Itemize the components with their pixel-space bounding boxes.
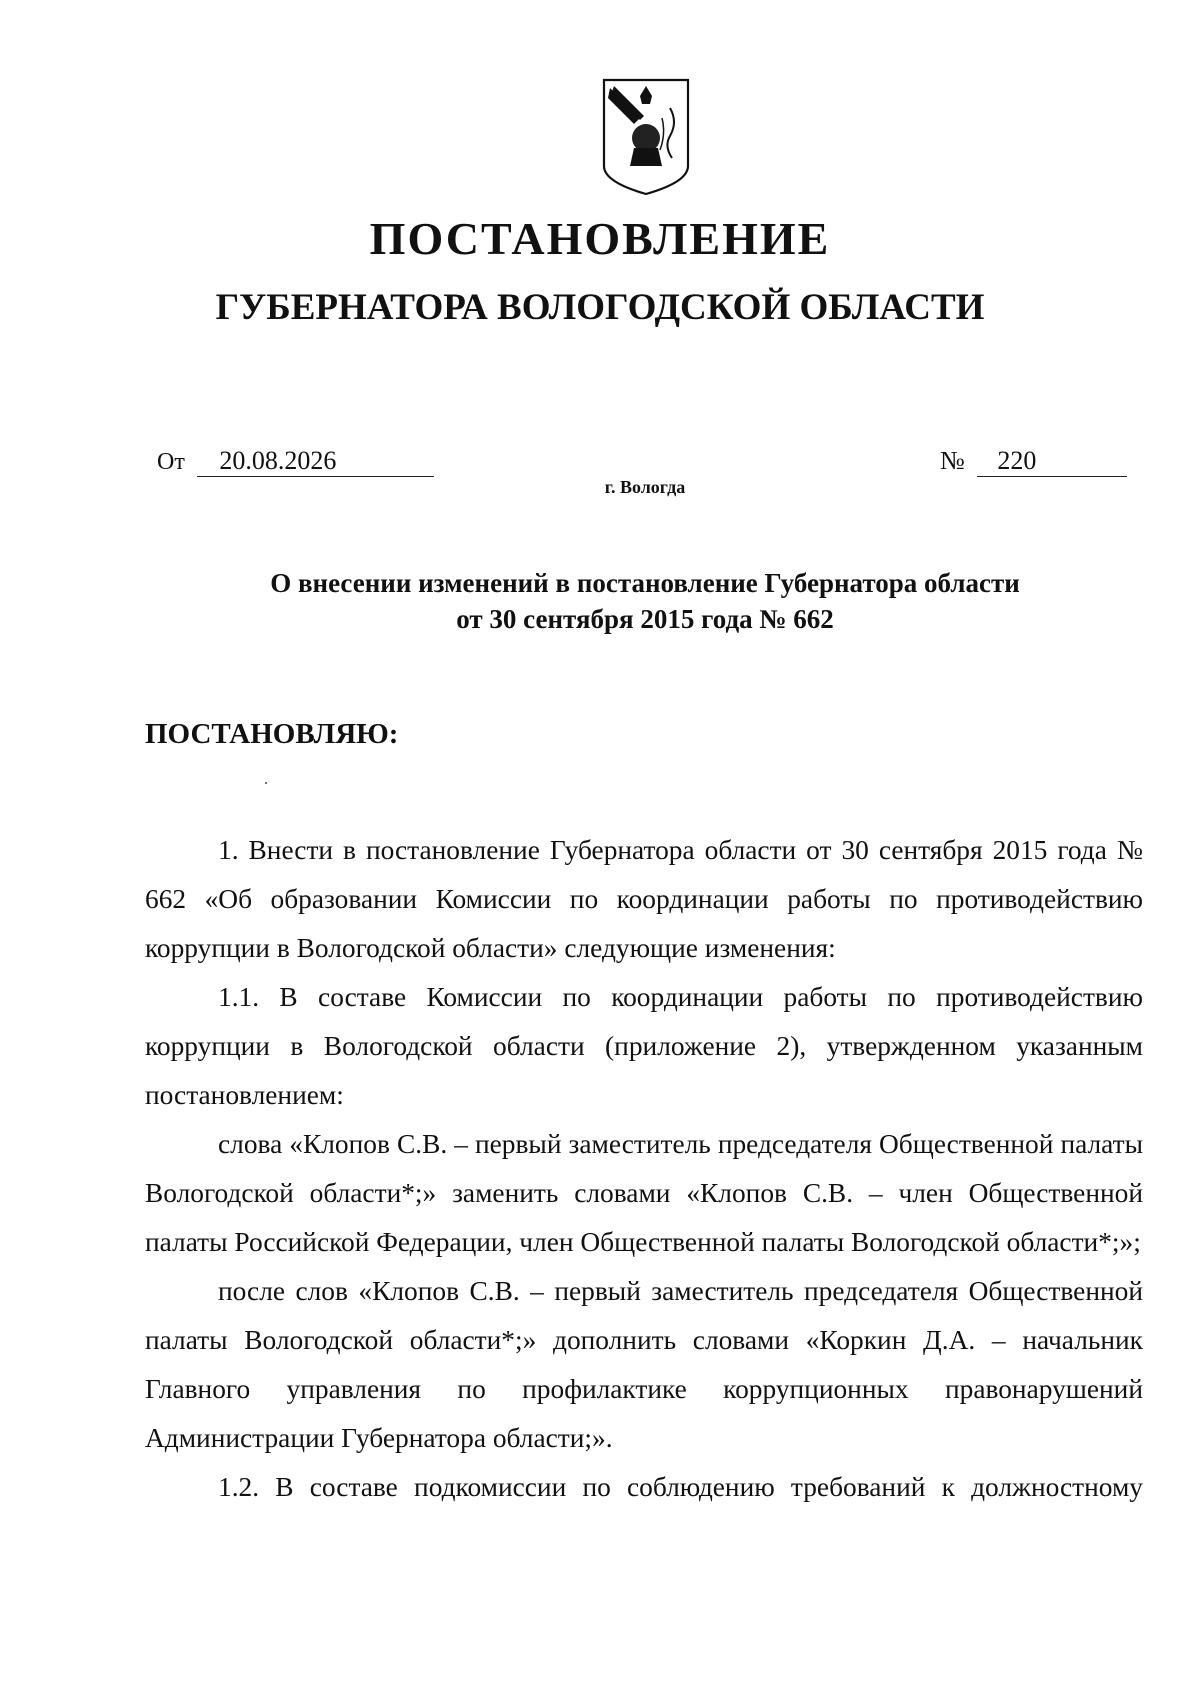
city-label: г. Вологда (604, 477, 686, 497)
coat-of-arms-emblem (600, 78, 692, 196)
scan-speck (265, 782, 267, 784)
number-label: № (940, 446, 965, 475)
number-value: 220 (977, 446, 1127, 477)
paragraph-1-1: 1.1. В составе Комиссии по координации работы по противодействию коррупции в Вологодской области (приложение 2), утвержденном указанным постановлением: (145, 982, 1143, 1110)
paragraph-add-words: после слов «Клопов С.В. – первый заместитель председателя Общественной палаты Вологодской области*;» дополнить словами «Коркин Д.А. – начальник Главного управления по профилактике коррупционных правонарушений Администрации Губернатора области;». (145, 1276, 1143, 1453)
date-label: От (157, 449, 185, 475)
subject-line-1: О внесении изменений в постановление Губернатора области (270, 568, 1020, 598)
document-title: ПОСТАНОВЛЕНИЕ (369, 213, 831, 264)
paragraph-1: 1. Внести в постановление Губернатора области от 30 сентября 2015 года № 662 «Об образовании Комиссии по координации работы по противодействию коррупции в Вологодской области» следующие изменения: (145, 835, 1143, 963)
date-row (157, 446, 434, 477)
subject-line-2: от 30 сентября 2015 года № 662 (456, 604, 834, 634)
document-body (145, 826, 1143, 1512)
paragraph-replace-words: слова «Клопов С.В. – первый заместитель председателя Общественной палаты Вологодской области*;» заменить словами «Клопов С.В. – член Общественной палаты Российской Федерации, член Общественной палаты Вологодской области*;»; (145, 1129, 1143, 1257)
paragraph-1-2: 1.2. В составе подкомиссии по соблюдению требований к должностному (218, 1472, 1143, 1502)
number-row (940, 446, 1127, 477)
resolve-heading: ПОСТАНОВЛЯЮ: (145, 718, 399, 750)
date-value: 20.08.2026 (197, 446, 434, 477)
document-subject (0, 565, 1200, 637)
document-subtitle: ГУБЕРНАТОРА ВОЛОГОДСКОЙ ОБЛАСТИ (215, 287, 985, 328)
